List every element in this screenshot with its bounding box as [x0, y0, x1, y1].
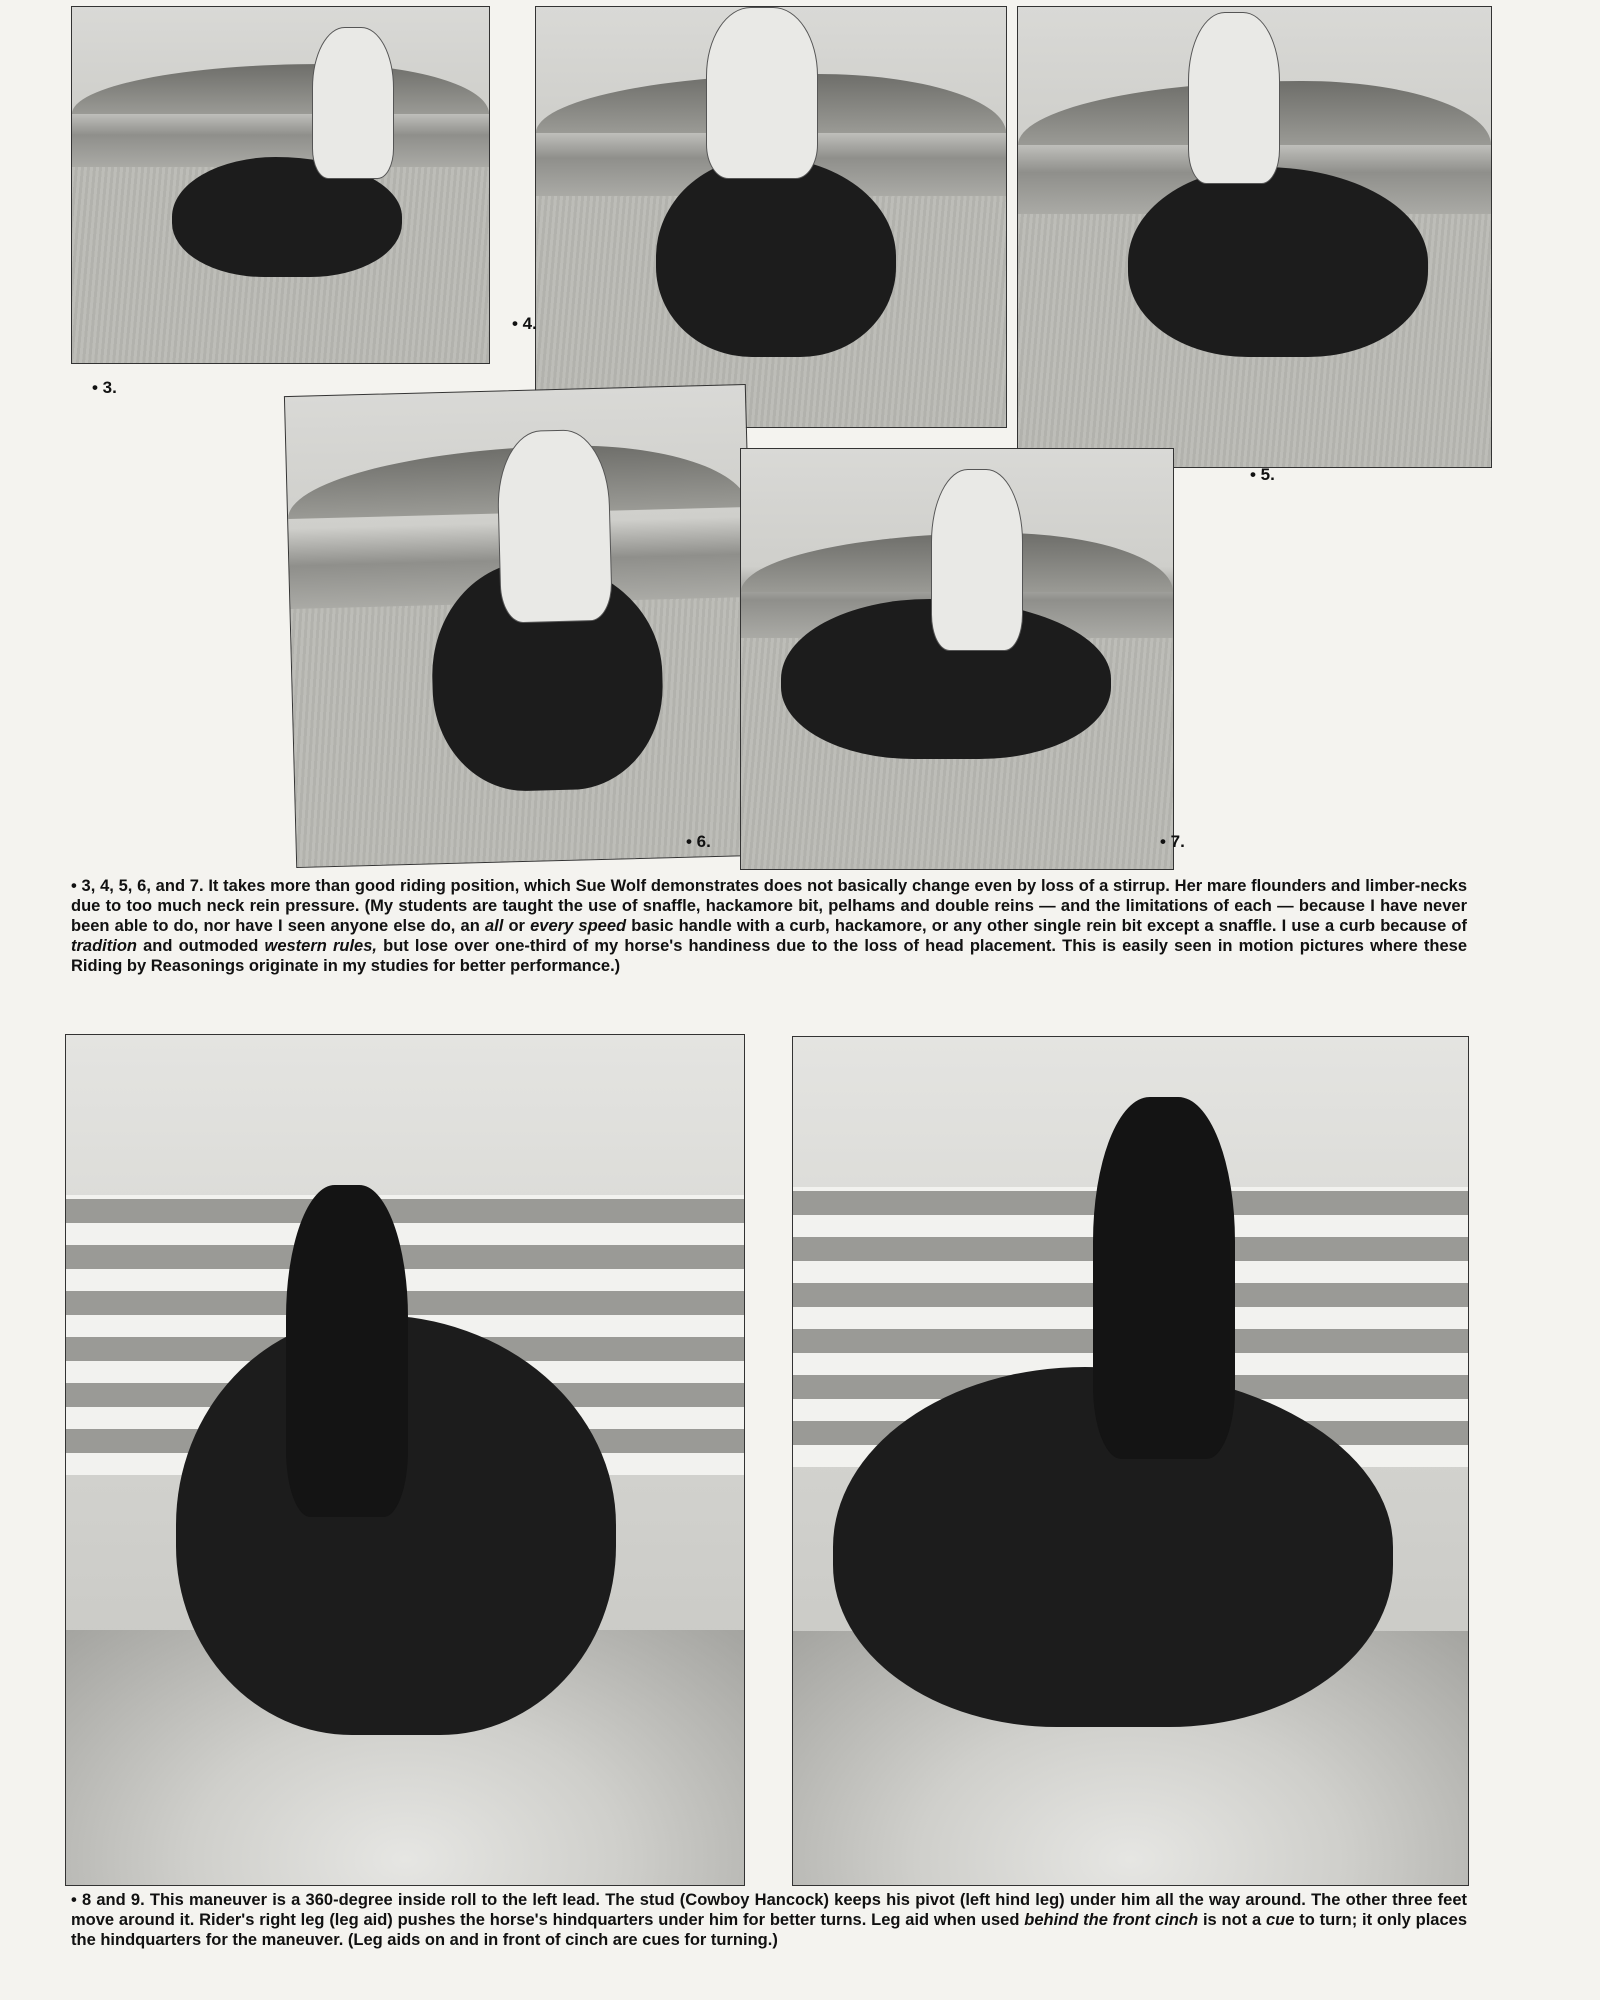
photo-6 [284, 384, 758, 868]
photo-4-label: • 4. [512, 314, 537, 333]
photo-4 [535, 6, 1007, 428]
photo-7 [740, 448, 1174, 870]
photo-6-label: • 6. [686, 832, 711, 851]
photo-5 [1017, 6, 1492, 468]
photo-8 [65, 1034, 745, 1886]
photo-5-label: • 5. [1250, 465, 1275, 484]
caption-photos-3-7: • 3, 4, 5, 6, and 7. It takes more than good riding position, which Sue Wolf demonstrates does not basically change even by loss of a stirrup. Her mare flounders and limber-necks due to too much neck rein pressure. (My students are taught the use of snaffle, hackamore bit, pelhams and double reins — and the limitations of each — because I have never been able to do, nor have I seen anyone else do, an all or every speed basic handle with a curb, hackamore, or any other single rein bit except a snaffle. I use a curb because of tradition and outmoded western rules, but lose over one-third of my horse's handiness due to the loss of head placement. This is easily seen in motion pictures where these Riding by Reasonings originate in my studies for better performance.) [71, 877, 1467, 975]
photo-3-label: • 3. [92, 378, 117, 397]
photo-9 [792, 1036, 1469, 1886]
photo-3 [71, 6, 490, 364]
photo-7-label: • 7. [1160, 832, 1185, 851]
caption-photos-8-9: • 8 and 9. This maneuver is a 360-degree inside roll to the left lead. The stud (Cowboy Hancock) keeps his pivot (left hind leg) under him all the way around. The other three feet move around it. Rider's right leg (leg aid) pushes the horse's hindquarters under him for better turns. Leg aid when used behind the front cinch is not a cue to turn; it only places the hindquarters for the maneuver. (Leg aids on and in front of cinch are cues for turning.) [71, 1891, 1467, 1949]
